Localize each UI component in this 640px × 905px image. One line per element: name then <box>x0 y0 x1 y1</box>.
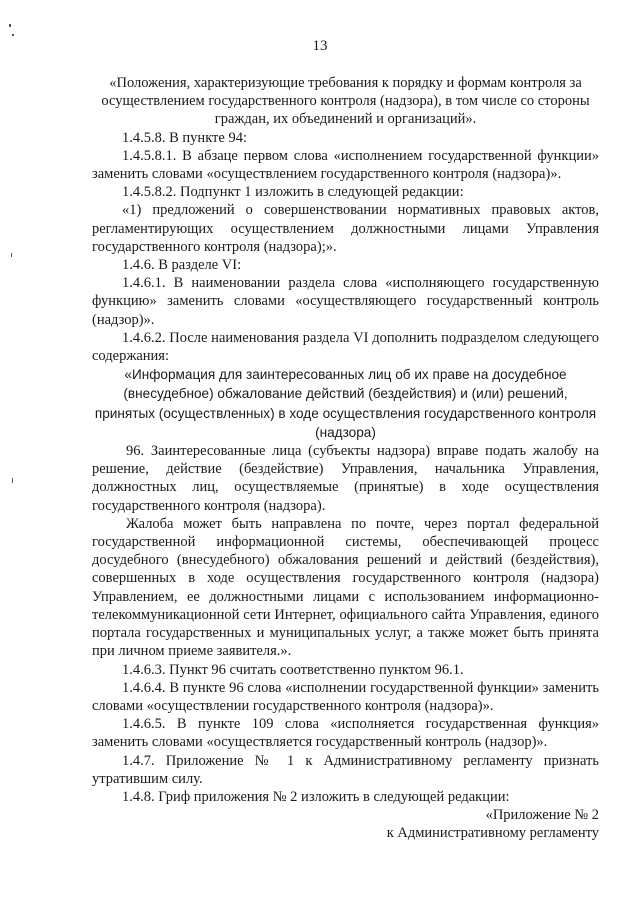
scan-speck <box>12 34 14 36</box>
paragraph: 1.4.5.8.2. Подпункт 1 изложить в следующей редакции: <box>122 184 464 201</box>
paragraph: 1.4.6.2. После наименования раздела VI дополнить подразделом следующего содержания: <box>92 329 599 365</box>
paragraph: 1.4.6.1. В наименовании раздела слова «исполняющего государственную функцию» заменить словами «осуществляющего государственный контроль (надзор)». <box>92 275 599 328</box>
paragraph: 1.4.7. Приложение № 1 к Административному регламенту признать утратившим силу. <box>92 752 599 787</box>
paragraph: 1.4.6. В разделе VI: <box>122 257 242 274</box>
paragraph: 1.4.6.4. В пункте 96 слова «исполнении государственной функции» заменить словами «осуществлении государственного контроля (надзора)». <box>92 679 599 714</box>
paragraph: 1.4.5.8. В пункте 94: <box>122 129 247 146</box>
paragraph: 1.4.6.3. Пункт 96 считать соответственно пунктом 96.1. <box>122 661 464 678</box>
page-number: 13 <box>312 38 328 54</box>
paragraph: 1.4.6.5. В пункте 109 слова «исполняется государственная функция» заменить словами «осуществляется государственный контроль (надзор)». <box>92 716 599 751</box>
document-body <box>92 74 599 843</box>
scan-speck <box>12 478 13 483</box>
paragraph: 96. Заинтересованные лица (субъекты надзора) вправе подать жалобу на решение, действие (бездействие) Управления, начальника Управления, должностных лиц, осуществляемые (принятые) в ходе осуществления государственного контроля (надзора). <box>92 443 599 514</box>
paragraph: 1.4.5.8.1. В абзаце первом слова «исполнением государственной функции» заменить словами «осуществлением государственного контроля (надзора)». <box>92 147 599 183</box>
paragraph: Жалоба может быть направлена по почте, через портал федеральной государственной информационной системы, обеспечивающей процесс досудебного (внесудебного) обжалования решений и действий (бездействия), совершенных в ходе осуществления государственного контроля (надзора) Управлением, ее должностными лицами с использованием информационно-телекоммуникационной сети Интернет, официального сайта Управления, единого портала государственных и муниципальных услуг, а также может быть принята при личном приеме заявителя.». <box>92 515 599 660</box>
scan-speck <box>9 24 11 27</box>
paragraph: «1) предложений о совершенствовании нормативных правовых актов, регламентирующих осуществлением должностными лицами Управления государственного контроля (надзора);». <box>92 202 599 255</box>
appendix-label: «Приложение № 2 <box>485 807 599 824</box>
section-title-quote: «Положения, характеризующие требования к порядку и формам контроля за осуществлением государственного контроля (надзора), в том числе со стороны граждан, их объединений и организаций». <box>101 75 590 128</box>
appendix-reference: к Административному регламенту <box>386 825 599 842</box>
scan-speck <box>11 253 12 257</box>
paragraph: 1.4.8. Гриф приложения № 2 изложить в следующей редакции: <box>122 788 510 805</box>
subsection-heading: «Информация для заинтересованных лиц об их праве на досудебное (внесудебное) обжалование действий (бездействия) и (или) решений, принятых (осуществленных) в ходе осуществления государственного контроля (надзора) <box>94 367 597 440</box>
